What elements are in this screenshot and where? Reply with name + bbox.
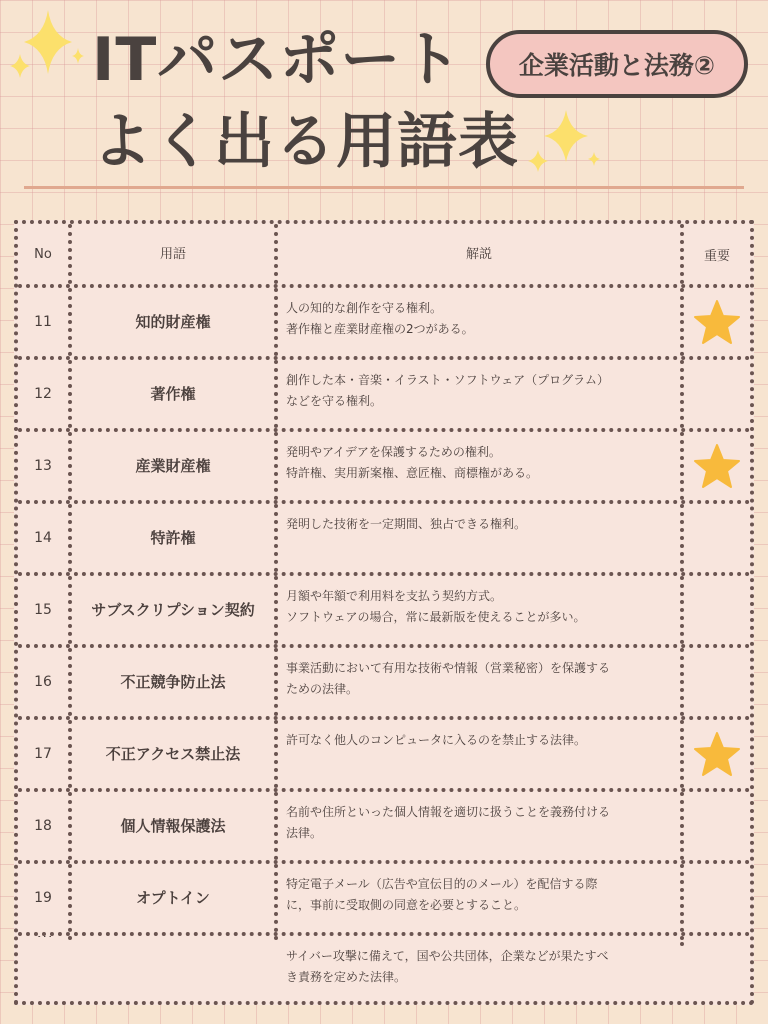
importance-cell: [684, 504, 750, 572]
page-title-line2: よく出る用語表: [92, 107, 519, 177]
term-label: 知的財産権: [135, 312, 211, 331]
column-header-no: No: [18, 224, 72, 284]
table-row: [18, 432, 750, 504]
table-row: [18, 360, 750, 432]
term-cell: [72, 720, 278, 788]
term-cell: [72, 504, 278, 572]
row-number: 11: [18, 288, 72, 356]
term-cell: [72, 936, 278, 937]
row-number: 16: [18, 648, 72, 716]
term-label: サブスクリプション契約: [91, 600, 255, 619]
star-icon: [693, 299, 741, 345]
importance-cell: [684, 648, 750, 716]
term-label: 特許権: [150, 528, 196, 547]
term-label: 不正アクセス禁止法: [105, 744, 241, 763]
description-cell: [278, 432, 684, 500]
table-header-row: [18, 224, 750, 288]
description-text: 発明やアイデアを保護するための権利。 特許権、実用新案権、意匠権、商標権がある。: [286, 445, 539, 480]
row-number: 14: [18, 504, 72, 572]
glossary-table: [14, 220, 754, 1005]
term-cell: [72, 864, 278, 932]
table-row: [18, 792, 750, 864]
row-number: 17: [18, 720, 72, 788]
row-number: [18, 936, 72, 937]
importance-cell: [684, 720, 750, 788]
description-cell: [278, 648, 684, 716]
importance-cell: [684, 360, 750, 428]
table-row: [18, 504, 750, 576]
table-row: [18, 720, 750, 792]
term-label: 個人情報保護法: [120, 816, 226, 835]
table-row: [18, 576, 750, 648]
sparkle-icon: [522, 108, 606, 180]
table-row: [18, 288, 750, 360]
column-header-term: 用語: [72, 224, 278, 284]
importance-cell: [684, 576, 750, 644]
term-label: 産業財産権: [135, 456, 211, 475]
description-text: 創作した本・音楽・イラスト・ソフトウェア（プログラム） などを守る権利。: [286, 373, 610, 408]
term-label: オプトイン: [136, 888, 210, 907]
star-icon: [693, 443, 741, 489]
row-number: 18: [18, 792, 72, 860]
term-cell: [72, 432, 278, 500]
description-text: 発明した技術を一定期間、独占できる権利。: [286, 517, 527, 531]
description-text: 名前や住所といった個人情報を適切に扱うことを義務付ける 法律。: [286, 805, 611, 840]
title-divider: [24, 186, 744, 189]
row-number: 19: [18, 864, 72, 932]
description-cell: [278, 288, 684, 356]
importance-cell: [684, 432, 750, 500]
table-row: [18, 648, 750, 720]
description-text: サイバー攻撃に備えて，国や公共団体，企業などが果たすべ き責務を定めた法律。: [286, 949, 609, 984]
description-cell: [278, 720, 684, 788]
sparkle-icon: [6, 8, 90, 88]
row-number: 12: [18, 360, 72, 428]
description-text: 月額や年額で利用料を支払う契約方式。 ソフトウェアの場合，常に最新版を使えることが多い。: [286, 589, 586, 624]
term-cell: [72, 792, 278, 860]
description-cell: [278, 360, 684, 428]
table-row: [18, 864, 750, 936]
importance-cell: [684, 792, 750, 860]
term-cell: [72, 576, 278, 644]
row-number: 13: [18, 432, 72, 500]
description-cell: [278, 576, 684, 644]
term-label: 著作権: [150, 384, 196, 403]
description-text: 許可なく他人のコンピュータに入るのを禁止する法律。: [286, 733, 587, 747]
column-header-importance: 重要: [703, 248, 730, 264]
description-cell: [278, 864, 684, 932]
column-header-description: 解説: [278, 224, 684, 284]
term-cell: [72, 288, 278, 356]
term-cell: [72, 648, 278, 716]
term-cell: [72, 360, 278, 428]
description-text: 人の知的な創作を守る権利。 著作権と産業財産権の2つがある。: [286, 301, 474, 336]
importance-cell: [684, 288, 750, 356]
term-label: [100, 936, 247, 937]
importance-cell: [684, 936, 750, 937]
term-label: 不正競争防止法: [120, 672, 226, 691]
importance-cell: [684, 864, 750, 932]
table-row: [18, 936, 750, 984]
description-text: 特定電子メール（広告や宣伝目的のメール）を配信する際 に，事前に受取側の同意を必要とすること。: [286, 877, 598, 912]
description-cell: [278, 792, 684, 860]
star-icon: [693, 731, 741, 777]
row-number: 15: [18, 576, 72, 644]
category-badge: 企業活動と法務②: [486, 30, 748, 98]
description-cell: [278, 936, 684, 984]
page-title-line1: ITパスポート: [92, 25, 463, 95]
description-cell: [278, 504, 684, 572]
description-text: 事業活動において有用な技術や情報（営業秘密）を保護する ための法律。: [286, 661, 611, 696]
